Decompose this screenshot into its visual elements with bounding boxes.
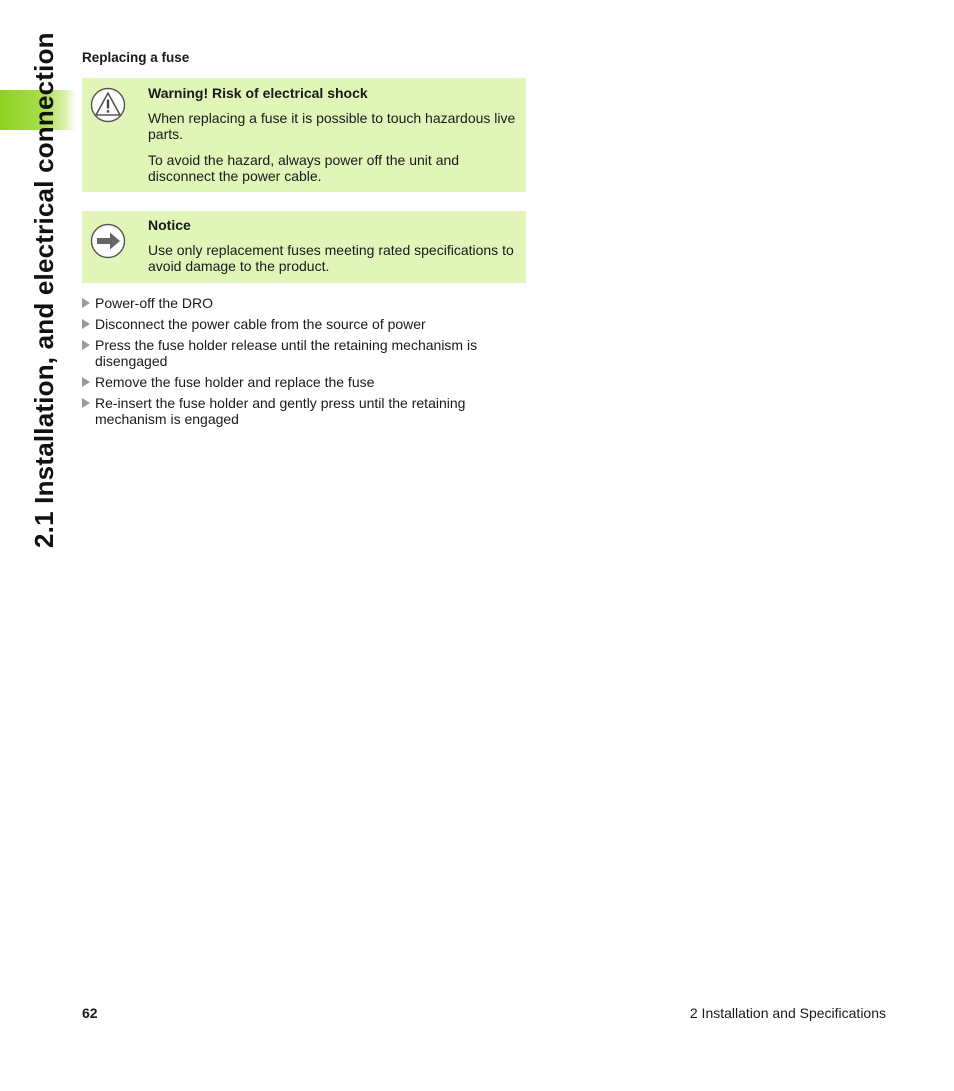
- warning-box: [82, 78, 526, 192]
- step-text: Re-insert the fuse holder and gently press until the retaining mechanism is engaged: [95, 395, 466, 427]
- step-text: Disconnect the power cable from the source of power: [95, 316, 426, 332]
- section-heading: Replacing a fuse: [82, 50, 190, 65]
- step-text: Power-off the DRO: [95, 295, 214, 311]
- warning-triangle-icon: [90, 87, 126, 123]
- list-item: [82, 295, 522, 311]
- notice-box: [82, 211, 526, 283]
- list-item: [82, 316, 522, 332]
- step-arrow-icon: [82, 298, 90, 308]
- step-text: Press the fuse holder release until the retaining mechanism is disengaged: [95, 337, 478, 369]
- warning-paragraph: To avoid the hazard, always power off the unit and disconnect the power cable.: [148, 152, 460, 184]
- footer-chapter-title: 2 Installation and Specifications: [689, 1005, 886, 1021]
- warning-title: Warning! Risk of electrical shock: [148, 85, 368, 101]
- list-item: [82, 374, 522, 390]
- step-arrow-icon: [82, 398, 90, 408]
- procedure-steps: [82, 295, 522, 432]
- notice-paragraph: Use only replacement fuses meeting rated specifications to avoid damage to the product.: [148, 242, 514, 274]
- step-arrow-icon: [82, 319, 90, 329]
- list-item: [82, 395, 522, 427]
- arrow-right-icon: [90, 223, 126, 259]
- step-text: Remove the fuse holder and replace the fuse: [95, 374, 375, 390]
- warning-paragraph: When replacing a fuse it is possible to touch hazardous live parts.: [148, 110, 516, 142]
- step-arrow-icon: [82, 377, 90, 387]
- page-number: 62: [82, 1005, 98, 1021]
- chapter-side-title: 2.1 Installation, and electrical connection: [29, 32, 59, 548]
- step-arrow-icon: [82, 340, 90, 350]
- notice-title: Notice: [148, 217, 191, 233]
- list-item: [82, 337, 522, 369]
